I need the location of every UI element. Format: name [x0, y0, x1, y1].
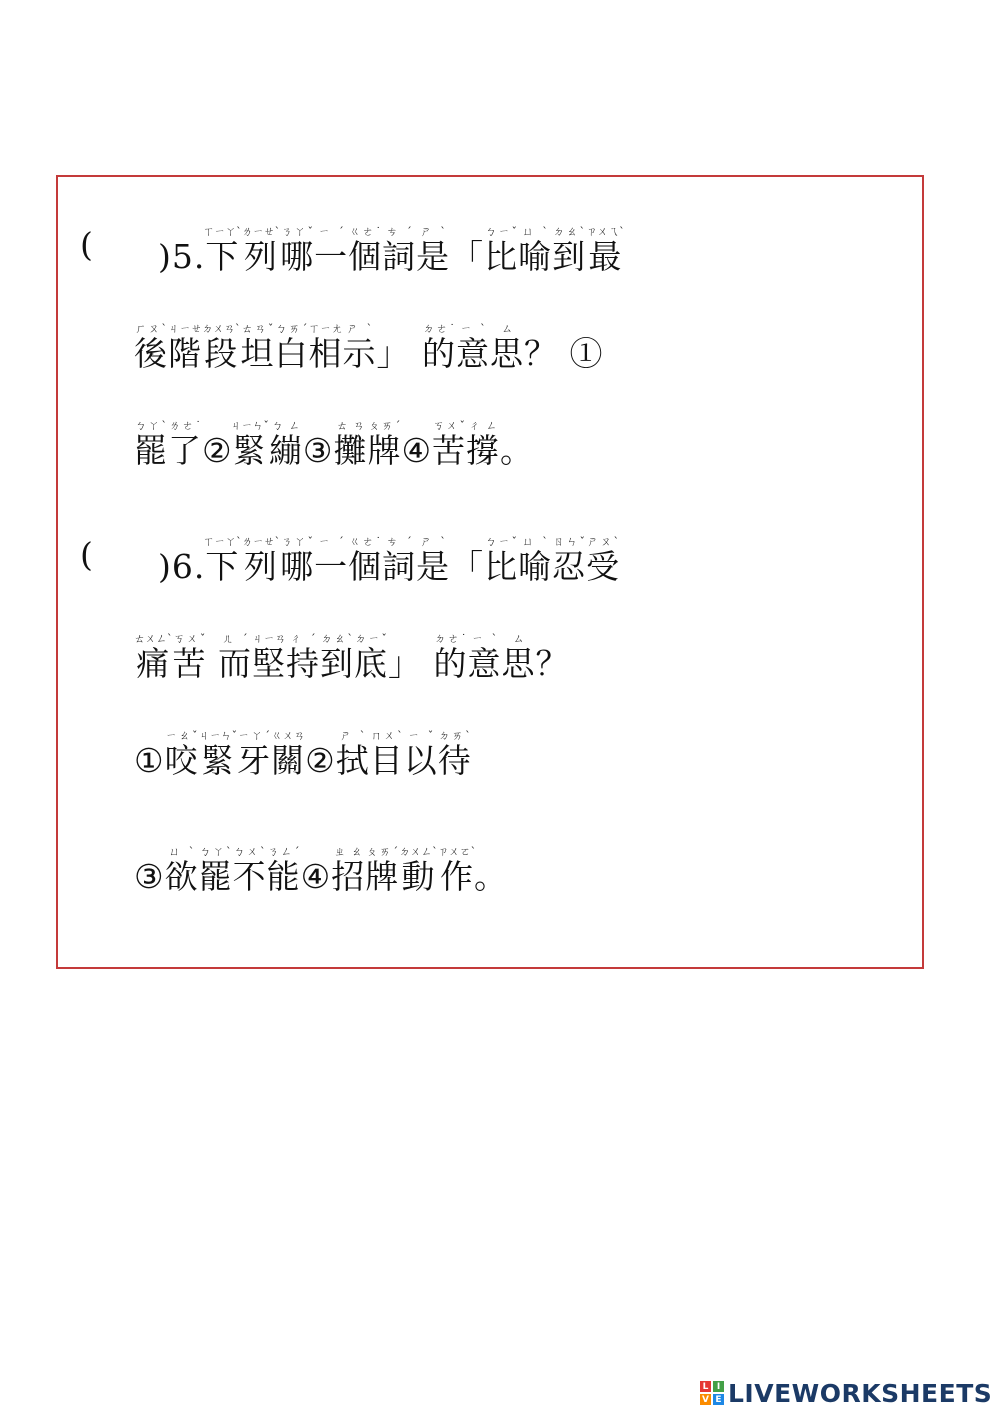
- question-5-line-1: )5.下ㄒㄧㄚˋ列ㄌㄧㄝˋ哪ㄋㄚˇ一ㄧˊ個ㄍㄜ˙詞ㄘˊ是ㄕˋ「比ㄅㄧˇ喻ㄩˋ到ㄉㄠˋ最ㄗㄨㄟˋ: [158, 225, 625, 276]
- question-6-line-1: )6.下ㄒㄧㄚˋ列ㄌㄧㄝˋ哪ㄋㄚˇ一ㄧˊ個ㄍㄜ˙詞ㄘˊ是ㄕˋ「比ㄅㄧˇ喻ㄩˋ忍ㄖㄣˇ受ㄕㄡˋ: [158, 535, 621, 586]
- badge-letter-e: E: [713, 1394, 724, 1405]
- answer-blank-q6[interactable]: (: [80, 535, 93, 574]
- question-6-line-2: 痛ㄊㄨㄥˋ苦ㄎㄨˇ 而ㄦˊ堅ㄐㄧㄢ持ㄔˊ到ㄉㄠˋ底ㄉㄧˇ」 的ㄉㄜ˙意ㄧˋ思ㄙ？: [134, 632, 570, 683]
- badge-letter-l: L: [700, 1381, 711, 1392]
- brand-name: LIVEWORKSHEETS: [728, 1378, 993, 1408]
- question-6-line-4: ③欲ㄩˋ罷ㄅㄚˋ不ㄅㄨˋ能ㄋㄥˊ④招ㄓㄠ牌ㄆㄞˊ動ㄉㄨㄥˋ作ㄗㄨㄛˋ。: [134, 845, 508, 896]
- question-frame: [56, 175, 924, 969]
- question-5-line-3: 罷ㄅㄚˋ了ㄌㄜ˙②緊ㄐㄧㄣˇ繃ㄅㄥ③攤ㄊㄢ牌ㄆㄞˊ④苦ㄎㄨˇ撐ㄔㄥ。: [134, 419, 535, 470]
- liveworksheets-logo: [700, 1378, 992, 1408]
- question-5-line-2: 後ㄏㄡˋ階ㄐㄧㄝ段ㄉㄨㄢˋ坦ㄊㄢˇ白ㄅㄞˊ相ㄒㄧㄤ示ㄕˋ」 的ㄉㄜ˙意ㄧˋ思ㄙ？ ①: [134, 322, 604, 373]
- question-6-line-3: ①咬ㄧㄠˇ緊ㄐㄧㄣˇ牙ㄧㄚˊ關ㄍㄨㄢ②拭ㄕˋ目ㄇㄨˋ以ㄧˇ待ㄉㄞˋ: [134, 729, 472, 780]
- answer-blank-q5[interactable]: (: [80, 225, 93, 264]
- badge-letter-v: V: [700, 1394, 711, 1405]
- badge-letter-i: I: [713, 1381, 724, 1392]
- live-badge-icon: [700, 1381, 724, 1405]
